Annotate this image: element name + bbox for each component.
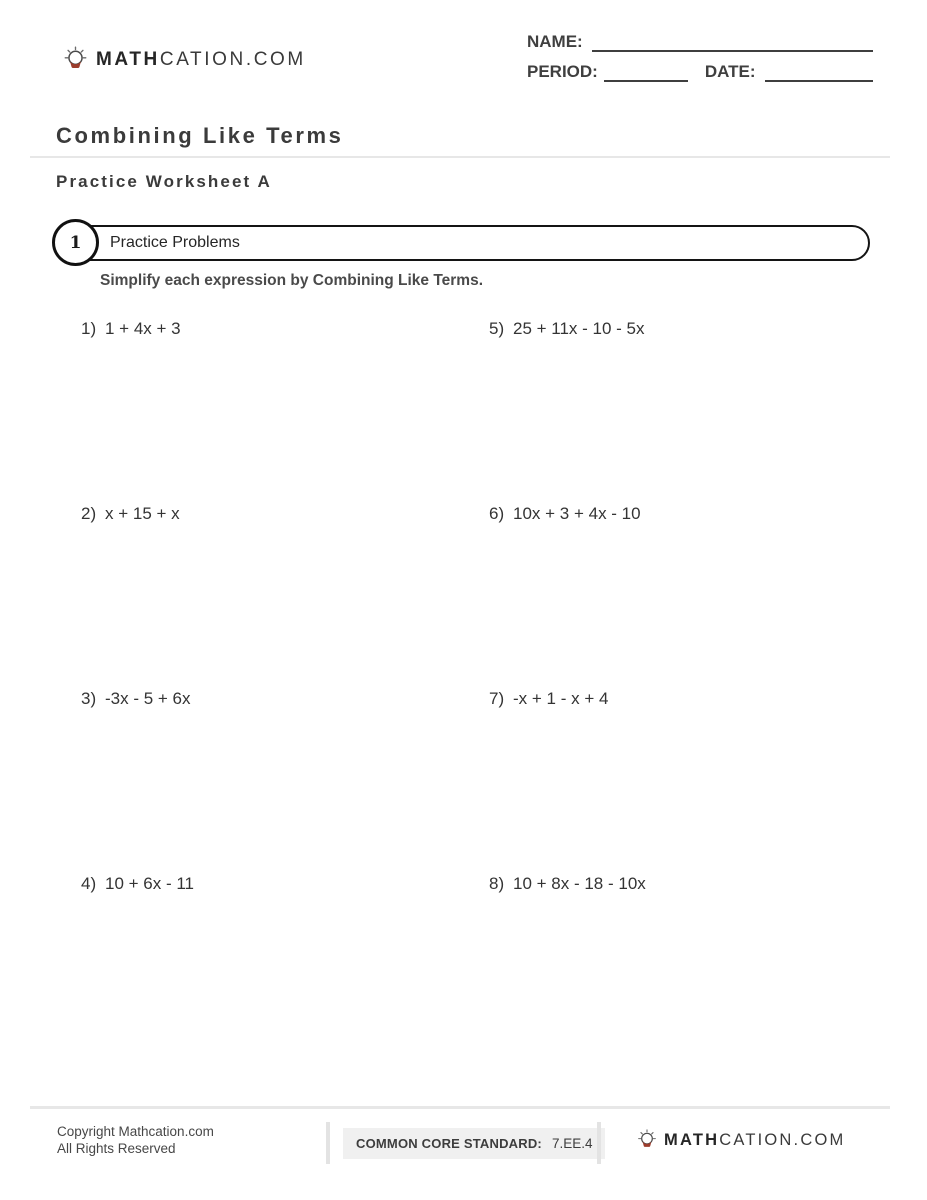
problem-number: 8) xyxy=(489,874,505,893)
mathcation-footer-logo xyxy=(636,1129,845,1151)
copyright-line-2: All Rights Reserved xyxy=(57,1140,176,1156)
logo-text-bold: MATH xyxy=(664,1130,720,1149)
logo-text-rest: CATION.COM xyxy=(719,1130,846,1149)
problem-expression: 25 + 11x - 10 - 5x xyxy=(513,319,645,338)
logo-text-rest: CATION.COM xyxy=(159,48,306,70)
name-blank-line xyxy=(592,33,873,52)
mathcation-logo xyxy=(62,46,306,73)
date-blank-line xyxy=(765,63,873,82)
copyright-line-1: Copyright Mathcation.com xyxy=(57,1124,214,1139)
period-date-field-row xyxy=(527,62,873,82)
section-title: Practice Problems xyxy=(110,234,240,251)
problem-expression: x + 15 + x xyxy=(105,504,180,523)
problem-number: 4) xyxy=(81,874,97,893)
problem-row xyxy=(81,874,871,1059)
logo-text-bold: MATH xyxy=(96,48,160,70)
standard-value: 7.EE.4 xyxy=(551,1136,593,1151)
problem-4 xyxy=(81,874,489,894)
period-blank-line xyxy=(604,63,688,82)
section-header xyxy=(52,219,870,267)
problem-5 xyxy=(489,319,645,339)
problem-row xyxy=(81,319,871,504)
logo-text xyxy=(96,49,306,71)
problem-number: 3) xyxy=(81,689,97,708)
problem-number: 6) xyxy=(489,504,505,523)
name-field-row xyxy=(527,32,873,52)
lightbulb-icon xyxy=(62,46,89,73)
problem-3 xyxy=(81,689,489,709)
problem-8 xyxy=(489,874,646,894)
problem-number: 5) xyxy=(489,319,505,338)
problem-number: 7) xyxy=(489,689,505,708)
section-instruction: Simplify each expression by Combining Like Terms. xyxy=(100,272,484,289)
problems-grid xyxy=(81,319,871,1059)
section-number-badge: 1 xyxy=(52,219,99,266)
footer-vertical-divider xyxy=(326,1122,330,1164)
problem-expression: -x + 1 - x + 4 xyxy=(513,689,609,708)
date-label: DATE: xyxy=(704,62,756,81)
problem-number: 1) xyxy=(81,319,97,338)
period-label: PERIOD: xyxy=(527,62,598,81)
problem-row xyxy=(81,689,871,874)
title-divider xyxy=(30,156,890,158)
lightbulb-icon xyxy=(636,1129,658,1151)
problem-2 xyxy=(81,504,489,524)
student-fields xyxy=(527,32,873,82)
logo-text xyxy=(664,1131,845,1150)
problem-expression: 10 + 8x - 18 - 10x xyxy=(513,874,646,893)
page-title: Combining Like Terms xyxy=(56,123,344,148)
problem-6 xyxy=(489,504,641,524)
name-label: NAME: xyxy=(527,32,583,51)
problem-expression: -3x - 5 + 6x xyxy=(105,689,191,708)
problem-1 xyxy=(81,319,489,339)
footer-vertical-divider xyxy=(597,1122,601,1164)
problem-row xyxy=(81,504,871,689)
standard-label: COMMON CORE STANDARD: xyxy=(356,1136,542,1151)
page-subtitle: Practice Worksheet A xyxy=(56,172,272,191)
problem-expression: 10x + 3 + 4x - 10 xyxy=(513,504,641,523)
problem-expression: 10 + 6x - 11 xyxy=(105,874,194,893)
problem-expression: 1 + 4x + 3 xyxy=(105,319,181,338)
problem-number: 2) xyxy=(81,504,97,523)
common-core-badge xyxy=(343,1128,605,1159)
copyright-notice xyxy=(57,1124,214,1157)
footer-divider xyxy=(30,1106,890,1109)
problem-7 xyxy=(489,689,608,709)
section-title-bar xyxy=(62,225,870,261)
